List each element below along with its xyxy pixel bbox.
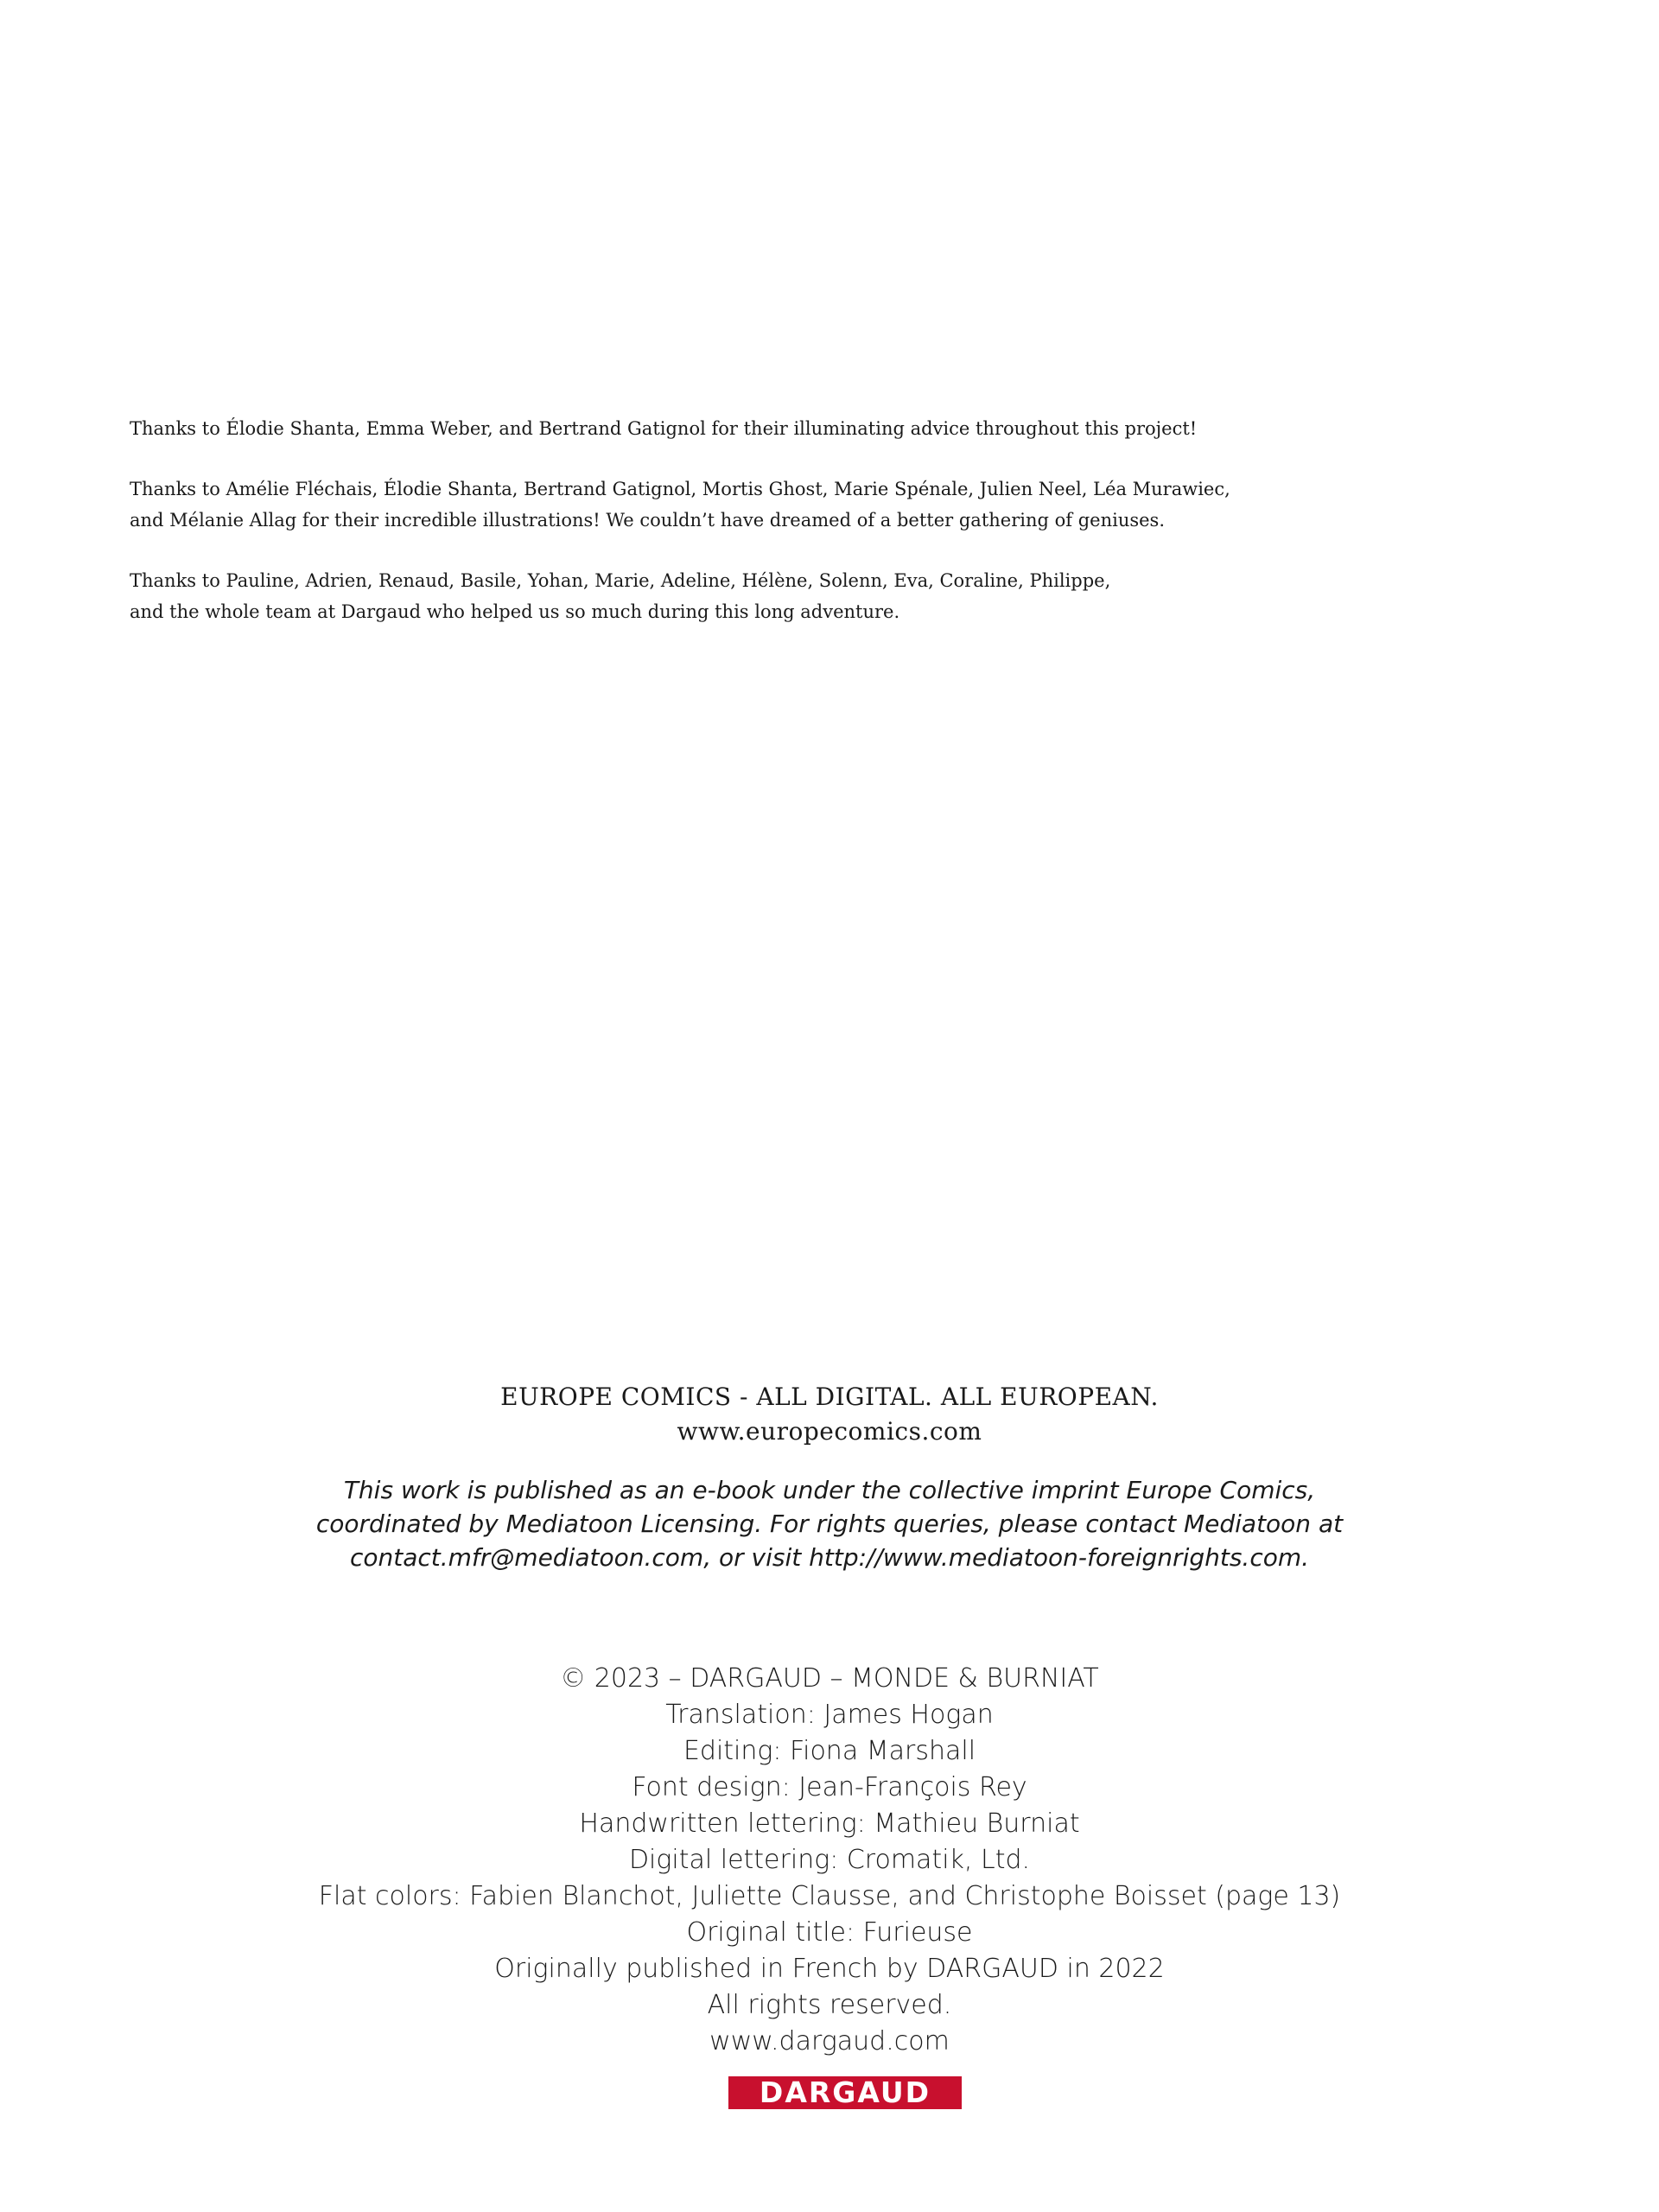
credit-flat-colors: Flat colors: Fabien Blanchot, Juliette Clausse, and Christophe Boisset (page 13) <box>318 1881 1341 1911</box>
ack-line: and Mélanie Allag for their incredible illustrations! We couldn’t have dreamed of a better gathering of geniuses. <box>130 510 1166 531</box>
copyright-line: © 2023 – DARGAUD – MONDE & BURNIAT <box>560 1663 1099 1694</box>
ack-line: and the whole team at Dargaud who helped us so much during this long adventure. <box>130 601 900 622</box>
ack-line: Thanks to Élodie Shanta, Emma Weber, and Bertrand Gatignol for their illuminating advice throughout this project! <box>130 418 1198 439</box>
imprint-website-link[interactable]: www.europecomics.com <box>677 1417 982 1446</box>
credits-block <box>0 1661 1659 2060</box>
ack-line: Thanks to Pauline, Adrien, Renaud, Basile, Yohan, Marie, Adeline, Hélène, Solenn, Eva, Coraline, Philippe, <box>130 570 1111 591</box>
notice-line: This work is published as an e-book under the collective imprint Europe Comics, <box>343 1476 1316 1504</box>
acknowledgements <box>130 413 1253 657</box>
ack-paragraph-illustrations <box>130 474 1253 536</box>
credit-translation: Translation: James Hogan <box>665 1700 994 1730</box>
ack-line: Thanks to Amélie Fléchais, Élodie Shanta, Bertrand Gatignol, Mortis Ghost, Marie Spénale, Julien Neel, Léa Murawiec, <box>130 479 1230 499</box>
credit-original-title: Original title: Furieuse <box>686 1917 973 1948</box>
notice-line: contact.mfr@mediatoon.com, or visit http://www.mediatoon-foreignrights.com. <box>349 1543 1310 1572</box>
ack-paragraph-advice <box>130 413 1253 444</box>
rights-reserved: All rights reserved. <box>707 1990 952 2020</box>
credit-font-design: Font design: Jean-François Rey <box>632 1772 1027 1802</box>
imprint-tagline: EUROPE COMICS - ALL DIGITAL. ALL EUROPEAN. <box>500 1382 1159 1411</box>
dargaud-website-link[interactable]: www.dargaud.com <box>709 2026 950 2056</box>
credit-original-publication: Originally published in French by DARGAUD in 2022 <box>494 1954 1165 1984</box>
credit-editing: Editing: Fiona Marshall <box>683 1736 976 1766</box>
imprint-tagline-block <box>0 1380 1659 1449</box>
dargaud-logo: DARGAUD <box>728 2076 962 2109</box>
notice-line: coordinated by Mediatoon Licensing. For rights queries, please contact Mediatoon at <box>315 1510 1344 1538</box>
credit-digital-lettering: Digital lettering: Cromatik, Ltd. <box>628 1845 1031 1875</box>
publication-notice <box>0 1473 1659 1574</box>
credit-handwritten-lettering: Handwritten lettering: Mathieu Burniat <box>579 1808 1080 1839</box>
ack-paragraph-team <box>130 565 1253 627</box>
